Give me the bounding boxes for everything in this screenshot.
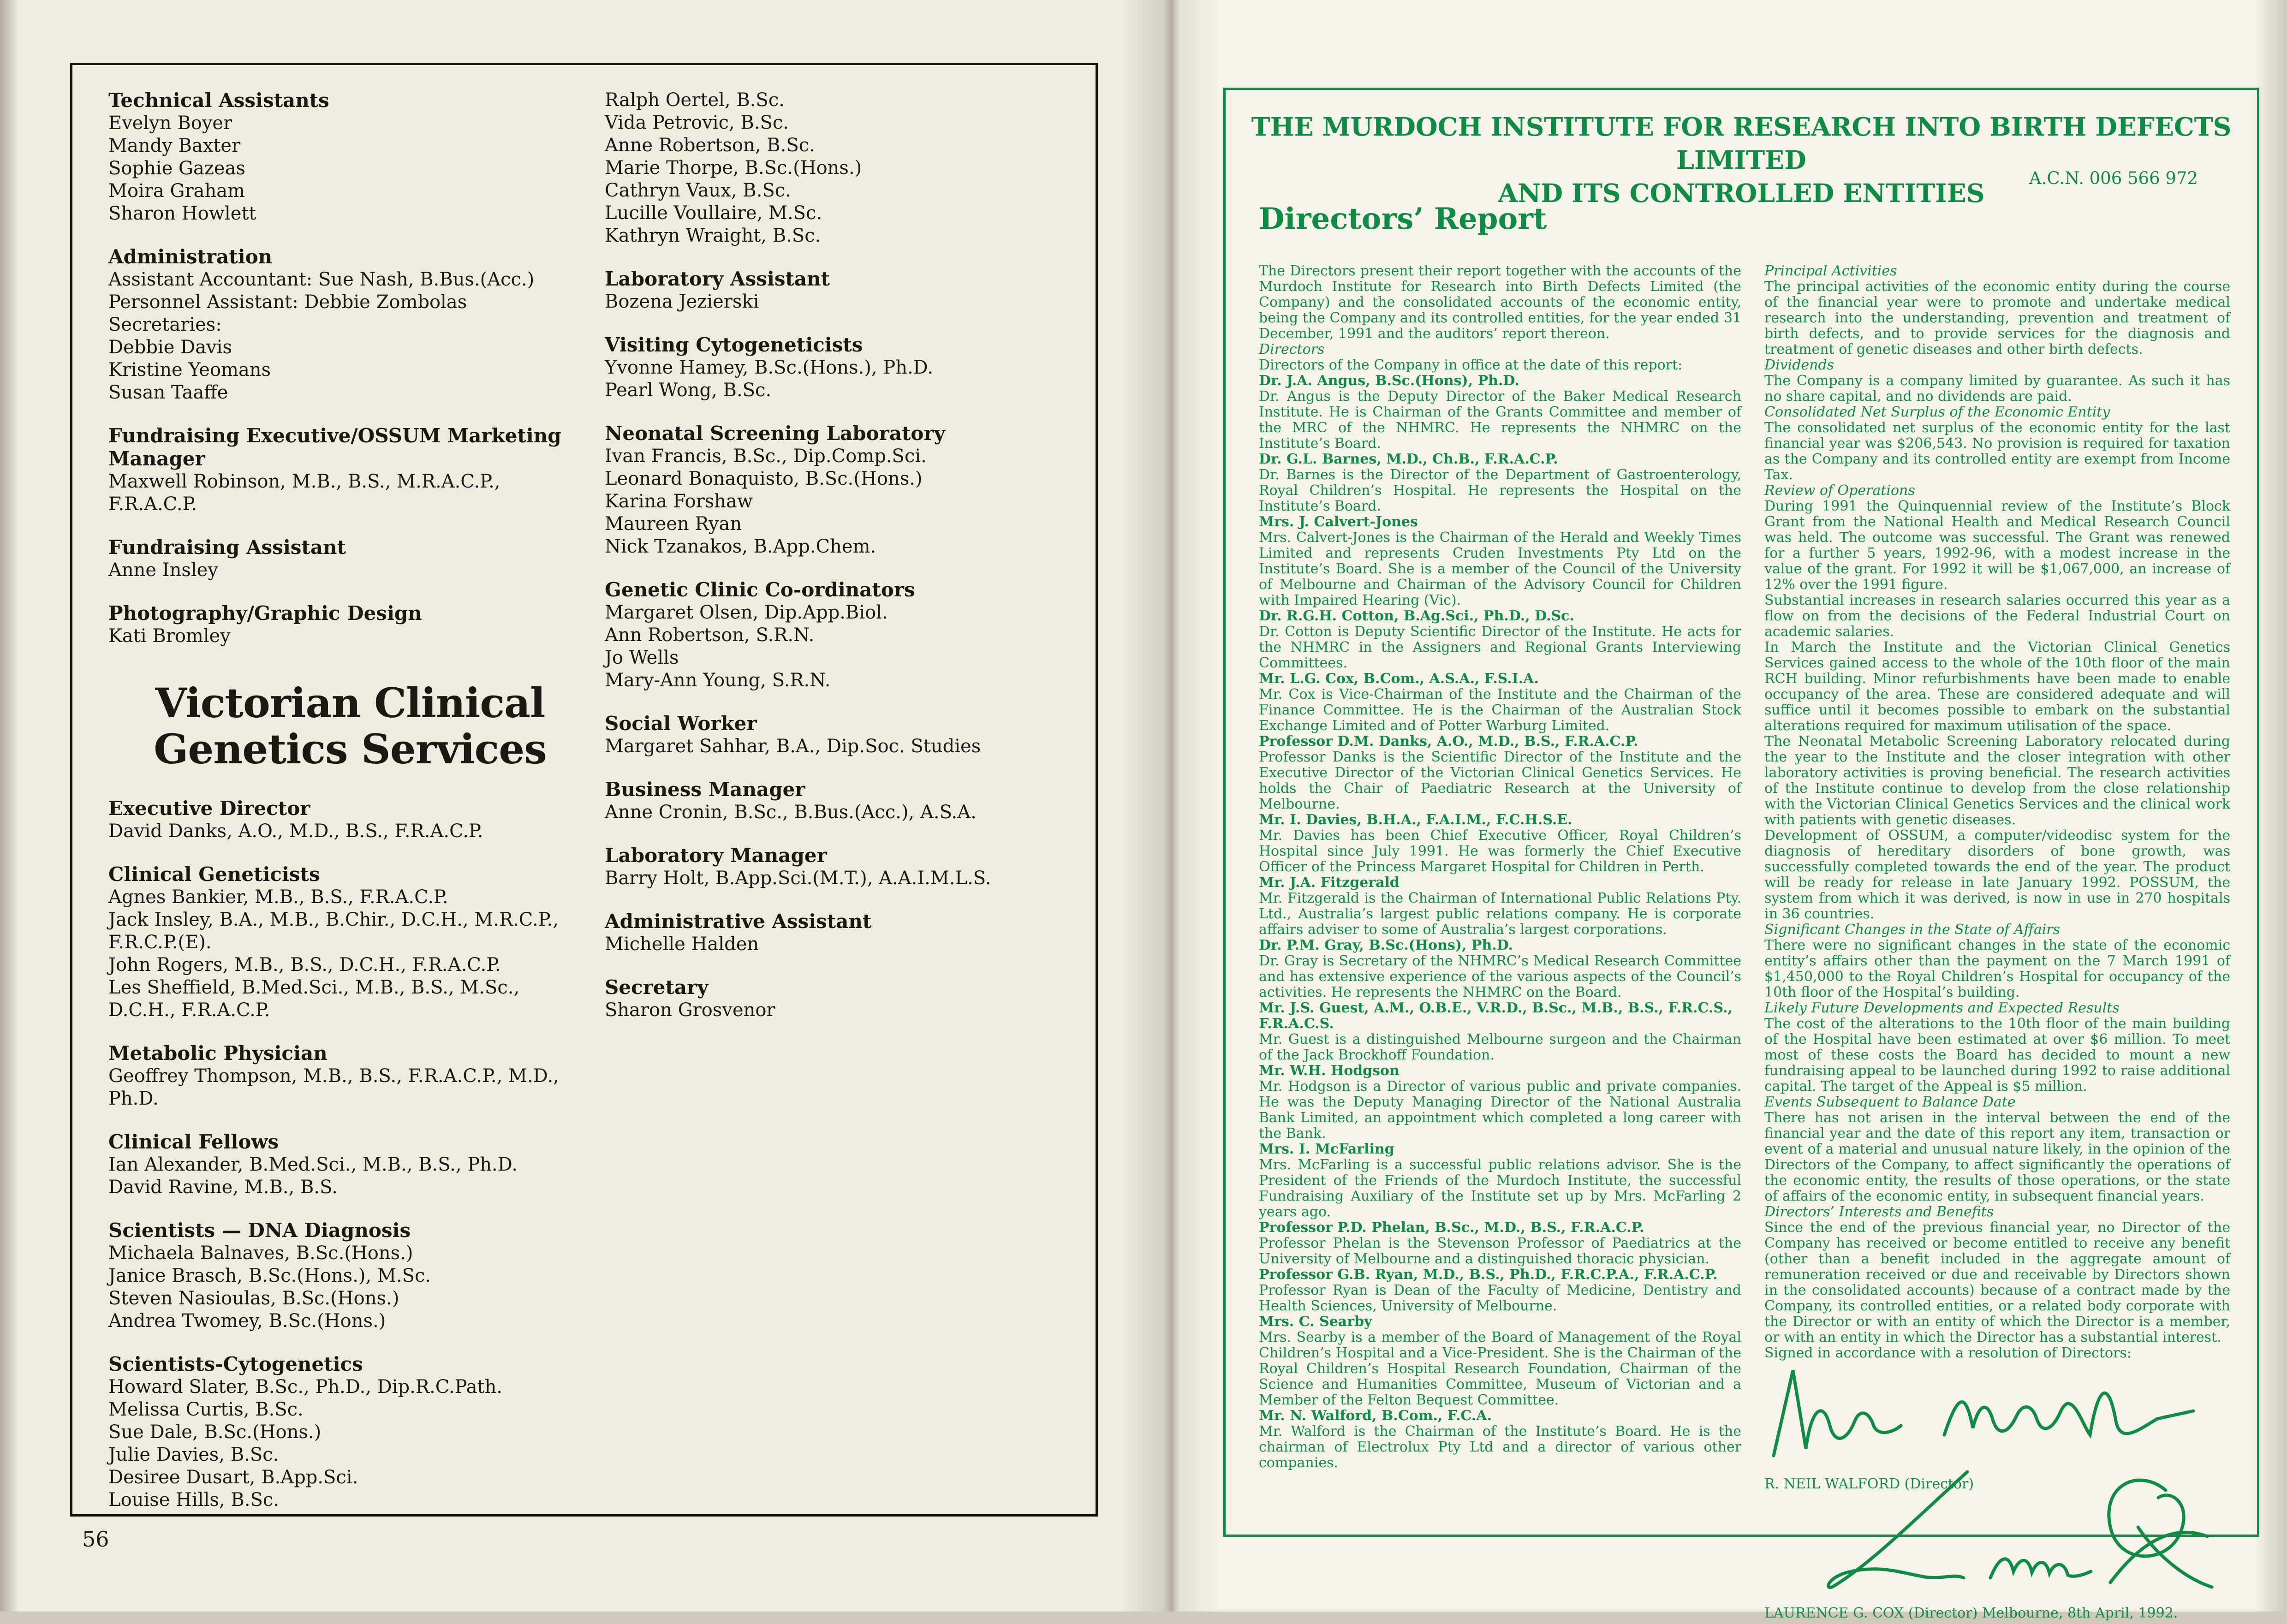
director-name: Dr. J.A. Angus, B.Sc.(Hons), Ph.D.: [1259, 373, 1519, 389]
staff-name: Kathryn Wraight, B.Sc.: [605, 225, 821, 246]
director-name: Mrs. J. Calvert-Jones: [1259, 514, 1418, 530]
report-paragraph: Mr. Hodgson is a Director of various public and private companies. He was the Deputy Managing Director of the National Australia Bank Limited, an appointment which completed a long career with the Bank.: [1259, 1078, 1741, 1142]
staff-name: Margaret Olsen, Dip.App.Biol.: [605, 602, 888, 623]
staff-section: [605, 712, 1080, 758]
staff-section: [108, 245, 592, 404]
staff-name: Sue Dale, B.Sc.(Hons.): [108, 1422, 322, 1443]
directors-report-box: [1223, 88, 2259, 1621]
staff-section: [108, 536, 592, 582]
report-subheading: Principal Activities: [1764, 263, 1897, 279]
staff-name: John Rogers, M.B., B.S., D.C.H., F.R.A.C.P.: [108, 954, 501, 976]
staff-name: Steven Nasioulas, B.Sc.(Hons.): [108, 1288, 399, 1309]
staff-section: [605, 422, 1080, 558]
staff-section: [605, 976, 1080, 1022]
staff-column-2: [605, 89, 1080, 1042]
staff-section: [108, 797, 592, 843]
staff-section-title: Fundraising Assistant: [108, 536, 346, 559]
staff-name: Nick Tzanakos, B.App.Chem.: [605, 536, 876, 557]
staff-name: Kristine Yeomans: [108, 359, 271, 381]
report-paragraph: Substantial increases in research salaries occurred this year as a flow on from the decisions of the Federal Industrial Court on academic salaries.: [1764, 592, 2230, 640]
staff-name: Cathryn Vaux, B.Sc.: [605, 180, 791, 201]
report-paragraph: Professor Ryan is Dean of the Faculty of Medicine, Dentistry and Health Sciences, University of Melbourne.: [1259, 1282, 1741, 1314]
staff-section: [605, 578, 1080, 692]
report-paragraph: During 1991 the Quinquennial review of the Institute’s Block Grant from the National Health and Medical Research Council was held. The outcome was successful. The Grant was renewed for a further 5 years, 1992-96, with a modest increase in the value of the grant. For 1992 it will be $1,067,000, an increase of 12% over the 1991 figure.: [1764, 498, 2230, 593]
staff-name: David Danks, A.O., M.D., B.S., F.R.A.C.P.: [108, 821, 483, 842]
staff-name: Anne Cronin, B.Sc., B.Bus.(Acc.), A.S.A.: [605, 802, 977, 823]
report-column-2-text: [1764, 263, 2230, 1361]
director-name: Mrs. C. Searby: [1259, 1314, 1372, 1330]
staff-name: Secretaries:: [108, 314, 222, 335]
report-paragraph: Mr. Guest is a distinguished Melbourne surgeon and the Chairman of the Jack Brockhoff Foundation.: [1259, 1031, 1741, 1063]
staff-name: Bozena Jezierski: [605, 291, 759, 312]
report-subheading: Likely Future Developments and Expected Results: [1764, 1000, 2120, 1016]
staff-section-title: Fundraising Executive/OSSUM Marketing Manager: [108, 424, 561, 470]
staff-section-title: Neonatal Screening Laboratory: [605, 422, 945, 445]
director-name: Dr. R.G.H. Cotton, B.Ag.Sci., Ph.D., D.Sc.: [1259, 608, 1574, 624]
report-paragraph: There has not arisen in the interval between the end of the financial year and the date of this report any item, transaction or event of a material and unusual nature likely, in the opinion of the Directors of the Company, to affect significantly the operations of the economic entity, the results of those operations, or the state of affairs of the economic entity, in subsequent financial years.: [1764, 1110, 2230, 1204]
book-left-edge: [0, 0, 18, 1612]
director-name: Mr. J.A. Fitzgerald: [1259, 874, 1400, 891]
report-paragraph: The consolidated net surplus of the economic entity for the last financial year was $206,543. No provision is required for taxation as the Company and its controlled entity are exempt from Income Tax.: [1764, 420, 2230, 483]
staff-section-title: Clinical Fellows: [108, 1130, 279, 1153]
staff-name: Sharon Howlett: [108, 203, 256, 224]
staff-name: Louise Hills, B.Sc.: [108, 1489, 279, 1511]
staff-name: Karina Forshaw: [605, 491, 753, 512]
staff-list-box: [70, 63, 1098, 1517]
staff-section-title: Executive Director: [108, 797, 310, 820]
director-name: Mr. N. Walford, B.Com., F.C.A.: [1259, 1408, 1492, 1424]
director-name: Mr. J.S. Guest, A.M., O.B.E., V.R.D., B.Sc., M.B., B.S., F.R.C.S., F.R.A.C.S.: [1259, 1000, 1733, 1032]
director-name: Professor P.D. Phelan, B.Sc., M.D., B.S., F.R.A.C.P.: [1259, 1219, 1644, 1236]
staff-name: Mandy Baxter: [108, 135, 241, 156]
report-paragraph: Mr. Cox is Vice-Chairman of the Institute and the Chairman of the Finance Committee. He is the Chairman of the Australian Stock Exchange Limited and of Potter Warburg Limited.: [1259, 686, 1741, 734]
staff-section-title: Social Worker: [605, 712, 757, 735]
institute-title-line2: AND ITS CONTROLLED ENTITIES: [1498, 178, 1985, 208]
staff-column-1: [108, 89, 592, 1532]
report-paragraph: Mrs. McFarling is a successful public relations advisor. She is the President of the Friends of the Murdoch Institute, the successful Fundraising Auxiliary of the Institute set up by Mrs. McFarling 2 years ago.: [1259, 1157, 1741, 1220]
staff-name: Debbie Davis: [108, 337, 232, 358]
director-name: Professor G.B. Ryan, M.D., B.S., Ph.D., F.R.C.P.A., F.R.A.C.P.: [1259, 1267, 1718, 1283]
staff-name: Assistant Accountant: Sue Nash, B.Bus.(Acc.): [108, 269, 535, 290]
staff-section-title: Genetic Clinic Co-ordinators: [605, 578, 915, 601]
report-paragraph: Mr. Fitzgerald is the Chairman of International Public Relations Pty. Ltd., Australia’s largest public relations company. He is corporate affairs adviser to some of Australia’s largest corporations.: [1259, 890, 1741, 938]
report-paragraph: Directors of the Company in office at the date of this report:: [1259, 357, 1683, 373]
staff-name: Les Sheffield, B.Med.Sci., M.B., B.S., M.Sc., D.C.H., F.R.A.C.P.: [108, 977, 520, 1021]
staff-section: [108, 1219, 592, 1333]
staff-section-title: Metabolic Physician: [108, 1042, 328, 1065]
staff-section: [605, 268, 1080, 313]
staff-name: Andrea Twomey, B.Sc.(Hons.): [108, 1310, 386, 1332]
staff-name: Howard Slater, B.Sc., Ph.D., Dip.R.C.Path.: [108, 1376, 503, 1398]
staff-section-title: Clinical Geneticists: [108, 863, 320, 886]
staff-name: Pearl Wong, B.Sc.: [605, 380, 772, 401]
report-paragraph: Signed in accordance with a resolution of Directors:: [1764, 1345, 2132, 1361]
staff-name: Susan Taaffe: [108, 382, 228, 403]
staff-name: Melissa Curtis, B.Sc.: [108, 1399, 304, 1420]
director-name: Dr. G.L. Barnes, M.D., Ch.B., F.R.A.C.P.: [1259, 451, 1558, 467]
staff-name: Vida Petrovic, B.Sc.: [605, 112, 789, 133]
director-name: Mr. L.G. Cox, B.Com., A.S.A., F.S.I.A.: [1259, 671, 1539, 687]
report-subheading: Dividends: [1764, 357, 1834, 373]
staff-section-title: Scientists-Cytogenetics: [108, 1353, 363, 1375]
report-paragraph: The principal activities of the economic entity during the course of the financial year were to promote and undertake medical research into the understanding, prevention and treatment of birth defects, and to provide services for the diagnosis and treatment of genetic diseases and other birth defects.: [1764, 279, 2230, 357]
report-column-2: [1764, 263, 2230, 1624]
page-number: 56: [82, 1527, 109, 1552]
staff-name: Desiree Dusart, B.App.Sci.: [108, 1467, 358, 1488]
report-column-1: [1259, 263, 1741, 1471]
staff-section: [108, 1130, 592, 1199]
staff-name: Marie Thorpe, B.Sc.(Hons.): [605, 157, 862, 178]
staff-section: [605, 778, 1080, 824]
staff-name: Agnes Bankier, M.B., B.S., F.R.A.C.P.: [108, 886, 448, 908]
services-heading: Victorian Clinical Genetics Services: [154, 679, 547, 773]
report-paragraph: Mr. Davies has been Chief Executive Officer, Royal Children’s Hospital since July 1991. He was formerly the Chief Executive Officer of the Princess Margaret Hospital for Children in Perth.: [1259, 827, 1741, 875]
staff-name: Lucille Voullaire, M.Sc.: [605, 202, 822, 224]
staff-name: Maxwell Robinson, M.B., B.S., M.R.A.C.P., F.R.A.C.P.: [108, 471, 500, 515]
report-subheading: Review of Operations: [1764, 482, 1915, 499]
staff-name: Julie Davies, B.Sc.: [108, 1444, 279, 1465]
staff-name: David Ravine, M.B., B.S.: [108, 1177, 338, 1198]
staff-name: Mary-Ann Young, S.R.N.: [605, 670, 831, 691]
institute-title-line1: THE MURDOCH INSTITUTE FOR RESEARCH INTO BIRTH DEFECTS LIMITED: [1251, 112, 2232, 175]
signature-block: [1764, 1375, 2230, 1624]
staff-name: Ivan Francis, B.Sc., Dip.Comp.Sci.: [605, 446, 927, 467]
report-paragraph: Dr. Gray is Secretary of the NHMRC’s Medical Research Committee and has extensive experience of the various aspects of the Council’s activities. He represents the NHMRC on the Board.: [1259, 953, 1741, 1000]
report-paragraph: The cost of the alterations to the 10th floor of the main building of the Hospital have been estimated at over $6 million. To meet most of these costs the Board has decided to mount a new fundraising appeal to be launched during 1992 to raise additional capital. The target of the Appeal is $5 million.: [1764, 1016, 2230, 1095]
report-paragraph: The Company is a company limited by guarantee. As such it has no share capital, and no dividends are paid.: [1764, 373, 2230, 405]
staff-name: Personnel Assistant: Debbie Zombolas: [108, 291, 467, 313]
staff-section: [108, 1353, 592, 1511]
staff-section-title: Laboratory Manager: [605, 844, 827, 867]
director-name: Mr. I. Davies, B.H.A., F.A.I.M., F.C.H.S.E.: [1259, 812, 1572, 828]
staff-section-title: Photography/Graphic Design: [108, 602, 422, 625]
staff-name: Jack Insley, B.A., M.B., B.Chir., D.C.H., M.R.C.P., F.R.C.P.(E).: [108, 909, 559, 953]
book-right-edge: [2255, 0, 2287, 1612]
staff-section-title: Laboratory Assistant: [605, 268, 830, 290]
signatory-name-cox: LAURENCE G. COX (Director) Melbourne, 8th April, 1992.: [1764, 1605, 2178, 1621]
staff-section-title: Technical Assistants: [108, 89, 329, 112]
staff-name: Barry Holt, B.App.Sci.(M.T.), A.A.I.M.L.S.: [605, 868, 991, 889]
report-paragraph: Professor Danks is the Scientific Director of the Institute and the Executive Director of the Victorian Clinical Genetics Services. He holds the Chair of Paediatric Research at the University of Melbourne.: [1259, 749, 1741, 812]
director-name: Dr. P.M. Gray, B.Sc.(Hons), Ph.D.: [1259, 937, 1513, 953]
staff-name: Ian Alexander, B.Med.Sci., M.B., B.S., Ph.D.: [108, 1154, 518, 1175]
staff-name: Yvonne Hamey, B.Sc.(Hons.), Ph.D.: [605, 357, 934, 378]
report-paragraph: The Directors present their report together with the accounts of the Murdoch Institute for Research into Birth Defects Limited (the Company) and the consolidated accounts of the economic entity, being the Company and its controlled entities, for the year ended 31 December, 1991 and the auditors’ report thereon.: [1259, 263, 1741, 342]
report-paragraph: Mr. Walford is the Chairman of the Institute’s Board. He is the chairman of Electrolux Pty Ltd and a director of various other companies.: [1259, 1423, 1741, 1471]
director-name: Mrs. I. McFarling: [1259, 1141, 1394, 1157]
staff-section-title: Visiting Cytogeneticists: [605, 333, 863, 356]
report-paragraph: Development of OSSUM, a computer/videodisc system for the diagnosis of hereditary disorders of bone growth, was successfully completed towards the end of the year. The product will be ready for release in late January 1992. POSSUM, the system from which it was derived, is now in use in 270 hospitals in 36 countries.: [1764, 827, 2230, 922]
staff-name: Anne Insley: [108, 559, 218, 581]
staff-name: Janice Brasch, B.Sc.(Hons.), M.Sc.: [108, 1265, 431, 1286]
signatory-name-walford: R. NEIL WALFORD (Director): [1764, 1476, 1974, 1492]
book-gutter-shadow: [1121, 0, 1222, 1612]
staff-section: [108, 89, 592, 225]
staff-section: [108, 602, 592, 648]
staff-name: Michelle Halden: [605, 934, 759, 955]
staff-name: Sophie Gazeas: [108, 158, 245, 179]
staff-section-title: Scientists — DNA Diagnosis: [108, 1219, 411, 1242]
acn-number: A.C.N. 006 566 972: [2029, 168, 2198, 188]
report-paragraph: Since the end of the previous financial year, no Director of the Company has received or become entitled to receive any benefit (other than a benefit included in the aggregate amount of remuneration received or due and receivable by Directors shown in the consolidated accounts) because of a contract made by the Company, its controlled entities, or a related body corporate with the Director or with an entity of which the Director is a member, or with an entity in which the Director has a substantial interest.: [1764, 1219, 2230, 1345]
staff-name: Maureen Ryan: [605, 513, 742, 535]
report-subheading: Directors’ Interests and Benefits: [1764, 1204, 1994, 1220]
staff-section: [605, 333, 1080, 402]
staff-section: [605, 910, 1080, 956]
staff-section-title: Administrative Assistant: [605, 910, 872, 933]
report-paragraph: Mrs. Calvert-Jones is the Chairman of the Herald and Weekly Times Limited and represents Cruden Investments Pty Ltd on the Institute’s Board. She is a member of the Council of the University of Melbourne and Chairman of the Advisory Council for Children with Impaired Hearing (Vic).: [1259, 529, 1741, 608]
director-name: Mr. W.H. Hodgson: [1259, 1063, 1400, 1079]
report-paragraph: Mrs. Searby is a member of the Board of Management of the Royal Children’s Hospital and a Vice-President. She is the Chairman of the Royal Children’s Hospital Research Foundation, Chairman of the Science and Humanities Committee, Museum of Victorian and a Member of the Felton Bequest Committee.: [1259, 1329, 1741, 1408]
staff-section: [605, 89, 1080, 247]
report-paragraph: Professor Phelan is the Stevenson Professor of Paediatrics at the University of Melbourne and a distinguished thoracic physician.: [1259, 1235, 1741, 1267]
report-paragraph: Dr. Angus is the Deputy Director of the Baker Medical Research Institute. He is Chairman of the Grants Committee and member of the MRC of the NHMRC. He represents the NHMRC on the Institute’s Board.: [1259, 388, 1741, 452]
staff-section-title: Secretary: [605, 976, 709, 999]
report-subheading: Consolidated Net Surplus of the Economic Entity: [1764, 404, 2110, 420]
report-subheading: Events Subsequent to Balance Date: [1764, 1094, 2016, 1110]
report-paragraph: Dr. Barnes is the Director of the Department of Gastroenterology, Royal Children’s Hospital. He represents the Hospital on the Institute’s Board.: [1259, 467, 1741, 514]
staff-section-title: Business Manager: [605, 778, 805, 801]
staff-name: Anne Robertson, B.Sc.: [605, 135, 815, 156]
report-paragraph: In March the Institute and the Victorian Clinical Genetics Services gained access to the whole of the 10th floor of the main RCH building. Minor refurbishments have been made to enable occupancy of the area. These are considered adequate and will suffice until it becomes possible to embark on the substantial alterations required for maximum utilisation of the space.: [1764, 639, 2230, 734]
report-subheading: Significant Changes in the State of Affairs: [1764, 922, 2061, 938]
report-subheading: Directors: [1259, 341, 1325, 357]
staff-section: [108, 424, 592, 516]
staff-name: Leonard Bonaquisto, B.Sc.(Hons.): [605, 468, 923, 489]
report-heading: Directors’ Report: [1259, 202, 1547, 236]
director-name: Professor D.M. Danks, A.O., M.D., B.S., F.R.A.C.P.: [1259, 733, 1638, 750]
report-paragraph: There were no significant changes in the state of the economic entity’s affairs other than the payment on the 7 March 1991 of $1,450,000 to the Royal Children’s Hospital for occupancy of the 10th floor of the Hospital’s building.: [1764, 937, 2230, 1000]
report-paragraph: Dr. Cotton is Deputy Scientific Director of the Institute. He acts for the NHMRC in the Assigners and Regional Grants Interviewing Committees.: [1259, 624, 1741, 671]
staff-name: Michaela Balnaves, B.Sc.(Hons.): [108, 1243, 413, 1264]
staff-name: Moira Graham: [108, 180, 245, 202]
institute-title: [1247, 110, 2236, 210]
staff-name: Jo Wells: [605, 647, 679, 668]
staff-name: Ann Robertson, S.R.N.: [605, 625, 815, 646]
staff-name: Kati Bromley: [108, 625, 231, 647]
staff-name: Margaret Sahhar, B.A., Dip.Soc. Studies: [605, 736, 981, 757]
staff-section: [605, 844, 1080, 890]
staff-section-title: Administration: [108, 245, 273, 268]
staff-name: Sharon Grosvenor: [605, 999, 775, 1021]
signature-walford-icon: [1760, 1356, 2212, 1476]
report-paragraph: The Neonatal Metabolic Screening Laboratory relocated during the year to the Institute and the closer integration with other laboratory activities is proving beneficial. The research activities of the Institute continue to develop from the close relationship with the Victorian Clinical Genetics Services and the clinical work with patients with genetic diseases.: [1764, 733, 2230, 828]
staff-section: [108, 1042, 592, 1110]
signature-cox-icon: [1815, 1463, 2230, 1601]
staff-name: Evelyn Boyer: [108, 113, 232, 134]
staff-section: [108, 863, 592, 1022]
staff-name: Ralph Oertel, B.Sc.: [605, 89, 785, 111]
staff-name: Geoffrey Thompson, M.B., B.S., F.R.A.C.P., M.D., Ph.D.: [108, 1065, 559, 1109]
